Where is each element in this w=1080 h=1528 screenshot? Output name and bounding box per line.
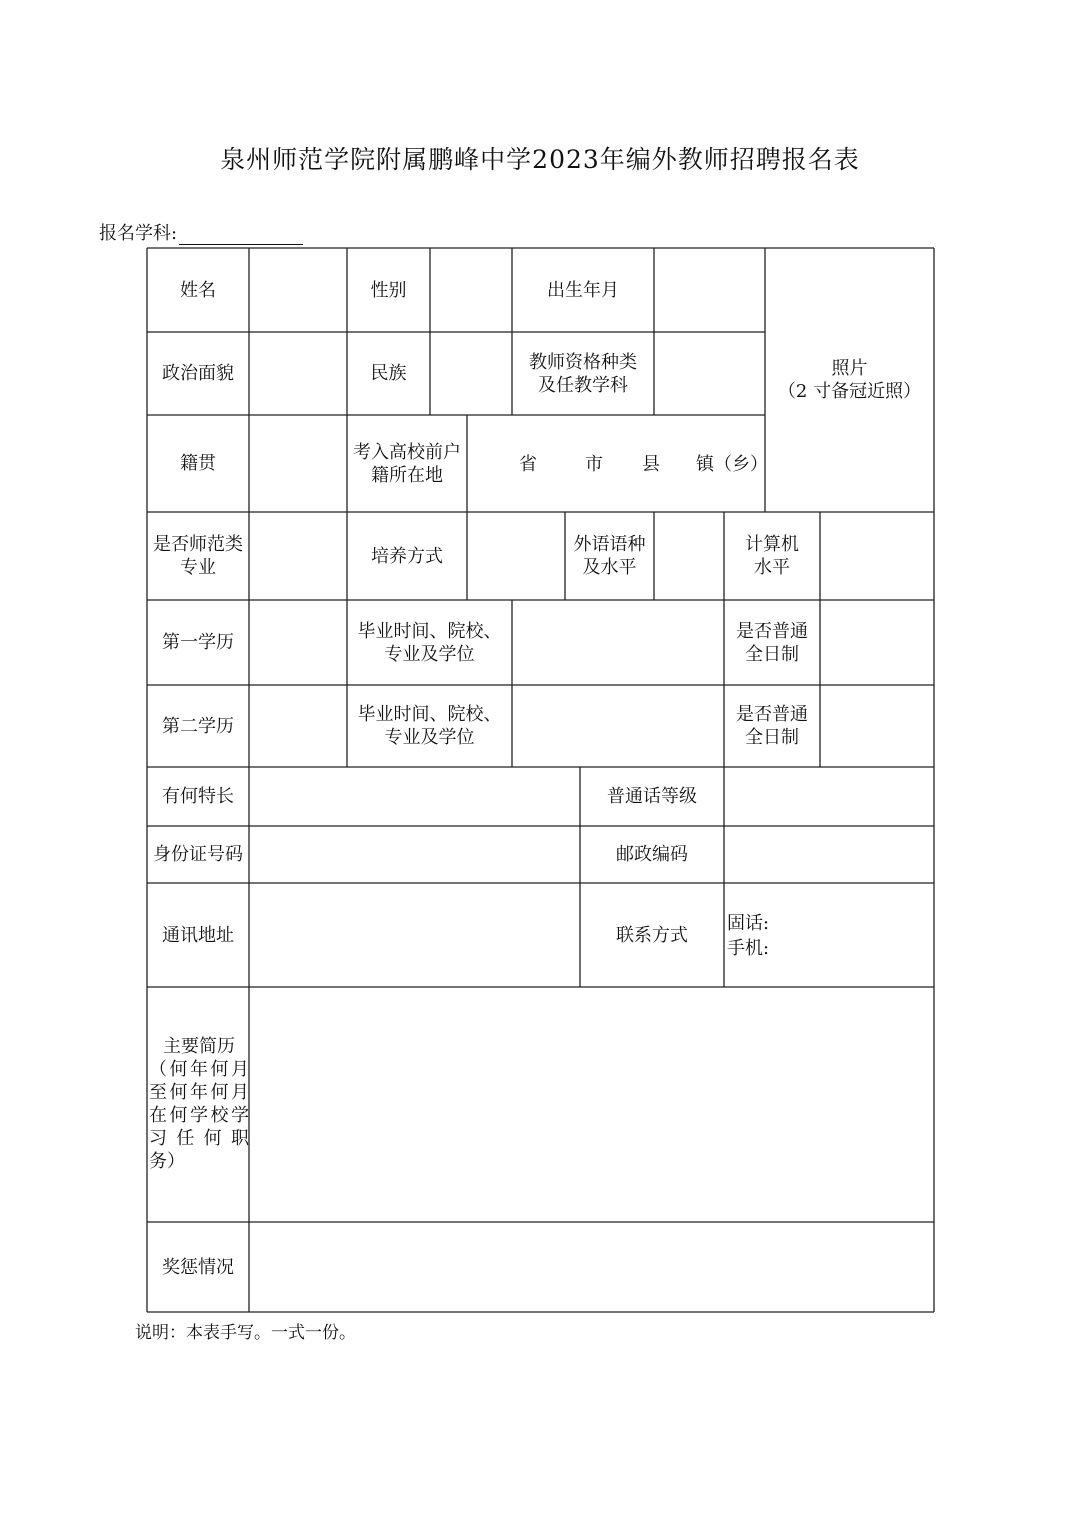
name-cell[interactable] <box>249 248 347 332</box>
form-title: 泉州师范学院附属鹏峰中学2023年编外教师招聘报名表 <box>220 145 860 174</box>
edu1-grad-cell[interactable] <box>512 600 724 685</box>
normal-major-label: 是否师范类 专业 <box>153 534 243 578</box>
photo-box[interactable]: 照片 （2 寸备冠近照） <box>777 358 922 402</box>
edu1-label: 第一学历 <box>162 632 234 653</box>
contact-label: 联系方式 <box>616 924 688 946</box>
resume-label <box>149 1035 249 1173</box>
birth-label: 出生年月 <box>547 279 619 301</box>
birth-cell[interactable] <box>654 248 765 332</box>
edu2-fulltime-label: 是否普通 全日制 <box>736 704 808 748</box>
hukou-label: 考入高校前户 籍所在地 <box>353 441 461 486</box>
native-cell[interactable] <box>249 415 347 512</box>
training-label: 培养方式 <box>371 545 443 567</box>
edu1-grad-label: 毕业时间、院校、 专业及学位 <box>357 620 502 665</box>
address-label: 通讯地址 <box>162 924 234 946</box>
county-label: 县 <box>642 453 660 475</box>
resume-label-line: （何年何月 <box>149 1059 249 1080</box>
edu1-fulltime-cell[interactable] <box>820 600 934 685</box>
edu2-grad-label: 毕业时间、院校、 专业及学位 <box>357 704 502 748</box>
city-label: 市 <box>585 453 603 475</box>
resume-label-line: 在何学校学 <box>149 1105 249 1126</box>
foreign-lang-cell[interactable] <box>654 512 724 600</box>
province-label: 省 <box>519 453 537 475</box>
town-label: 镇（乡） <box>696 453 768 475</box>
postcode-label: 邮政编码 <box>616 844 688 865</box>
edu2-cell[interactable] <box>249 685 347 767</box>
id-number-cell[interactable] <box>249 826 580 883</box>
subject-label: 报名学科: <box>99 223 178 244</box>
political-label: 政治面貌 <box>162 363 234 384</box>
computer-cell[interactable] <box>820 512 934 600</box>
training-cell[interactable] <box>467 512 565 600</box>
mandarin-label: 普通话等级 <box>607 786 697 807</box>
form-note: 说明：本表手写。一式一份。 <box>135 1323 356 1343</box>
native-label: 籍贯 <box>180 453 216 474</box>
ethnicity-label: 民族 <box>370 363 407 384</box>
mandarin-cell[interactable] <box>724 767 934 826</box>
awards-cell[interactable] <box>249 1222 934 1312</box>
ethnicity-cell[interactable] <box>430 332 512 415</box>
resume-cell[interactable] <box>249 987 934 1222</box>
name-label: 姓名 <box>180 279 216 301</box>
edu1-cell[interactable] <box>249 600 347 685</box>
resume-label-line: 至何年何月 <box>149 1082 249 1103</box>
normal-major-cell[interactable] <box>249 512 347 600</box>
computer-label: 计算机 水平 <box>745 534 799 578</box>
resume-label-line: 务） <box>149 1151 185 1172</box>
specialty-cell[interactable] <box>249 767 580 826</box>
resume-label-line: 主要简历 <box>163 1036 235 1057</box>
address-cell[interactable] <box>249 883 580 987</box>
cert-label: 教师资格种类 及任教学科 <box>529 351 637 396</box>
foreign-lang-label: 外语语种 及水平 <box>573 534 646 578</box>
political-cell[interactable] <box>249 332 347 415</box>
edu2-grad-cell[interactable] <box>512 685 724 767</box>
mobile-label: 手机: <box>727 937 770 959</box>
edu2-label: 第二学历 <box>162 715 234 737</box>
resume-label-line: 习 任 何 职 <box>149 1128 249 1149</box>
edu1-fulltime-label: 是否普通 全日制 <box>736 620 808 665</box>
landline-label: 固话: <box>727 912 770 934</box>
edu2-fulltime-cell[interactable] <box>820 685 934 767</box>
gender-label: 性别 <box>370 279 407 301</box>
gender-cell[interactable] <box>430 248 512 332</box>
cert-cell[interactable] <box>654 332 765 415</box>
postcode-cell[interactable] <box>724 826 934 883</box>
id-number-label: 身份证号码 <box>153 844 243 865</box>
specialty-label: 有何特长 <box>162 786 234 807</box>
awards-label: 奖惩情况 <box>162 1256 234 1278</box>
